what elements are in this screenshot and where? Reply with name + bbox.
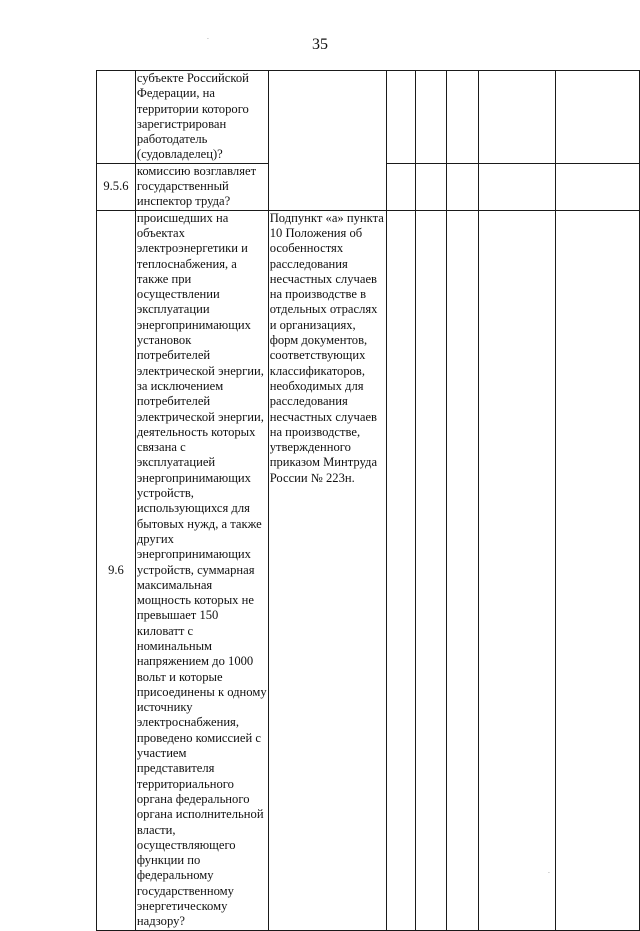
- answer-cell-yes: [387, 71, 416, 164]
- answer-cell-no: [416, 210, 447, 930]
- scan-speck: ·: [548, 870, 550, 877]
- question-cell: [135, 71, 268, 164]
- answer-cell-no: [416, 163, 447, 210]
- notes-cell: [555, 71, 639, 164]
- table-row: [97, 210, 640, 930]
- answer-cell-na: [446, 163, 478, 210]
- reference-cell: [268, 210, 387, 930]
- answer-cell-extra: [478, 71, 555, 164]
- item-number-cell: [97, 210, 136, 930]
- answer-cell-yes: [387, 210, 416, 930]
- scan-speck: ·: [207, 36, 209, 43]
- answer-cell-na: [446, 71, 478, 164]
- checklist-table: [96, 70, 640, 931]
- question-text: субъекте Российской Федерации, на территории которого зарегистрирован работодатель (судовладелец)?: [136, 71, 249, 162]
- question-cell: [135, 210, 268, 930]
- item-number: 9.6: [108, 562, 124, 577]
- reference-cell: [268, 71, 387, 211]
- answer-cell-na: [446, 210, 478, 930]
- page-number: 35: [312, 36, 328, 53]
- item-number: 9.5.6: [103, 179, 129, 194]
- item-number-cell: [97, 163, 136, 210]
- item-number-cell: [97, 71, 136, 164]
- table-row: [97, 71, 640, 164]
- question-text: происшедших на объектах электроэнергетики и теплоснабжения, а также при осуществлении эксплуатации энергопринимающих установок потребителей электрической энергии, за исключением потребителей электрической энергии, деятельность которых связана с эксплуатацией энергопринимающих устройств, использующихся для бытовых нужд, а также других энергопринимающих устройств, суммарная максимальная мощность которых не превышает 150 киловатт с номинальным напряжением до 1000 вольт и которые присоединены к одному источнику электроснабжения, проведено комиссией с участием представителя территориального органа федерального органа исполнительной власти, осуществляющего функции по федеральному государственному энергетическому надзору?: [136, 210, 267, 929]
- answer-cell-yes: [387, 163, 416, 210]
- notes-cell: [555, 210, 639, 930]
- question-cell: [135, 163, 268, 210]
- notes-cell: [555, 163, 639, 210]
- answer-cell-extra: [478, 210, 555, 930]
- answer-cell-no: [416, 71, 447, 164]
- question-text: комиссию возглавляет государственный инспектор труда?: [136, 163, 257, 209]
- answer-cell-extra: [478, 163, 555, 210]
- reference-text: Подпункт «а» пункта 10 Положения об особенностях расследования несчастных случаев на производстве в отдельных отраслях и организациях, форм документов, соответствующих классификаторов, необходимых для расследования несчастных случаев на производстве, утвержденного приказом Минтруда России № 223н.: [269, 210, 384, 485]
